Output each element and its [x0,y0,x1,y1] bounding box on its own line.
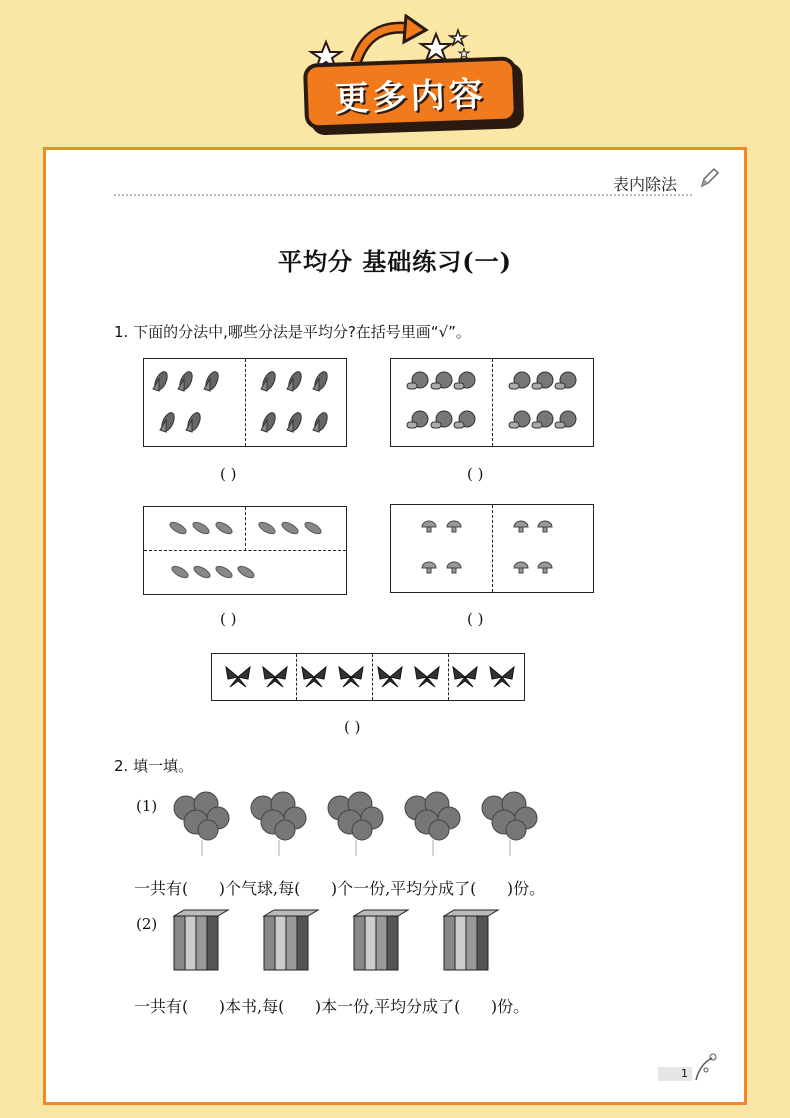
balloon-groups-icon [164,790,549,858]
question-2-prompt: 2. 填一填。 [114,757,194,775]
sprout-icon [692,1052,718,1082]
mushroom-division-box [390,504,594,593]
book-fill-sentence: 一共有( )本书,每( )本一份,平均分成了( )份。 [134,997,530,1016]
corn-icons [144,359,346,446]
answer-parentheses[interactable]: ( ) [220,465,237,483]
leaf-division-box [143,506,347,595]
butterfly-icons [212,654,524,700]
subquestion-label: (2) [136,915,158,933]
book-stacks-icon [170,908,500,976]
answer-parentheses[interactable]: ( ) [467,610,484,628]
pencil-icon [698,166,720,190]
section-label: 表内除法 [613,175,678,194]
mushroom-icons [391,505,593,592]
page-number: 1 [658,1067,692,1081]
banner-label-box [303,56,518,129]
worksheet-page [43,147,747,1105]
header-divider [114,194,692,196]
answer-parentheses[interactable]: ( ) [467,465,484,483]
question-1-prompt: 1. 下面的分法中,哪些分法是平均分?在括号里画“√”。 [114,323,471,341]
balloon-fill-sentence: 一共有( )个气球,每( )个一份,平均分成了( )份。 [134,879,546,898]
cabbage-division-box [390,358,594,447]
answer-parentheses[interactable]: ( ) [220,610,237,628]
page-title: 平均分 基础练习(一) [277,247,513,276]
leaf-icons [144,507,346,594]
banner-text: 更多内容 [333,73,488,120]
subquestion-label: (1) [136,797,158,815]
corn-division-box [143,358,347,447]
more-content-banner[interactable] [298,14,523,124]
answer-parentheses[interactable]: ( ) [344,718,361,736]
butterfly-division-box [211,653,525,701]
cabbage-icons [391,359,593,446]
